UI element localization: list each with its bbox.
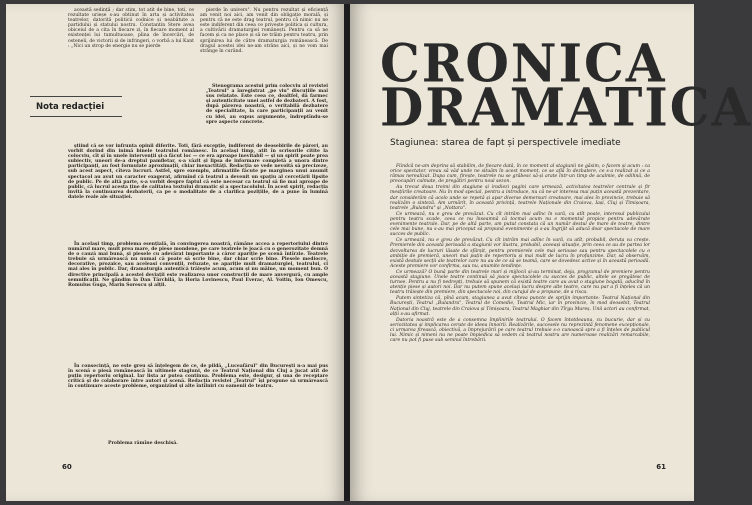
left-col2-mid: Stenograma acestui prim colocviu al revistei „Teatrul" a înregistrat „pe viu" discuțiile mai sus relatate. Este ceea ce, dealtfel, dă farmec și autenticitate unei astfel de dezbateri. A fost, după părerea noastră, o veritabilă dezbatere de specialitate, la care participanții au venit cu idei, au expus argumente, îndreptîndu-se spre aspecte concrete.	[206, 84, 328, 125]
caption-rule-top	[30, 96, 122, 97]
left-body-2: În același timp, problema esențială, în convingerea noastră, rămâne accea a repertoriului dintre numărul mare, mult prea mare, de piese mondene, pe care teatrele le joacă cu o generozitate demnă de o cauză mai bună, și piesele cu adevărat importante a căror apariție pe scenă întîrzie. Teatrele trebuie să urmărească nu numai că poate să scrie bine, dar chiar scrie bine. Piesele mediocre, decorative, prozaice, sau aceleasi convenții, refuzate, se apariție mult dramaturgiei, teatrului, ci mai ales în public. Dar, dramaturgia autentică trăiește acum, acum și nu mâine, un moment bun. O directive principală a acestei deviații este realizarea unor construcții de mare anvergură, cu ample semnificații. Ne gândim la Dan Tărchilă, la Horia Lovinescu, Paul Everac, Al. Voitin, Ion Omescu, Romulus Guga, Marin Sorescu și alții.	[68, 242, 328, 288]
closing-line: Problema rămîne deschisă.	[108, 441, 178, 446]
paragraph-5: Ce urmează? O bună parte din teatrele mari și mijlocii și-au terminat, deja, programul de premiere pentru această stagiune. Unele teatre continuă să joace spectacolele cu succes de public, altele se pregătesc de turnee. Pentru a nu fi nedrepți, trebuie să spunem că există teatre care au avut o stagiune bogată, aducînd în atenție piese și autori noi. Dar nu putem spune același lucru despre alte teatre, care nu par a fi înțeles că un teatru trăiește din premiere, din spectacole noi, din curajul de a propune, de a risca.	[390, 269, 650, 296]
left-col1-top: aceastâ sedință ; dar stim, tot atit de bine, toti, ce rezultate urieșe s-au obtinut în arta și activitatea teatrelor, datorită politicii codnice și neabătute a partidului și statului nostru. Constantin Stere avea obiceiul de a cita în fiecare zi, în fiecare moment al existenței lui tumultuoase, plina de încercări, de osteneli, de victorii și de infringeri, o vorbă a lui Kant : „Nici un strop de energie nu se pierde	[68, 8, 194, 49]
title-line-1: CRONICA	[380, 32, 667, 94]
left-col2-top: pierde în univers". Nu pentru rezultat și eficiență am venit noi aici, am venit din obligație morală, și pentru că ne este drag teatrul, pentru că nimic nu ne este indiferent din ceea ce privește politica și cultura, a cultivării dramaturgiei românești. Pentru ca să ne facem și ca ne place și să ne trăim pentru teatru, prin sprijinirea lui de către dramaturgia românească. De dragul acestei idei ne-am strâns aici, și ne vom mai strânge în curând.	[200, 8, 328, 54]
paragraph-6: Putem sintetiza că, pînă acum, stagiunea a avut cîteva puncte de sprijin importante: Teatrul Național din București, Teatrul „Bulandra", Teatrul de Comedie, Teatrul Mic, iar în provincie, în mod deosebit, Teatrul Național din Cluj, teatrele din Craiova și Timișoara, Teatrul Maghiar din Tîrgu Mureș. Unii actori au confirmat, alții s-au afirmat.	[390, 296, 650, 317]
left-page-number: 60	[62, 463, 72, 471]
article-subtitle: Stagiunea: starea de fapt și perspectivele imediate	[390, 138, 621, 148]
left-body-3: În consecință, ne este greu să înțelegem de ce, de pildă, „Luceafărul" din București n-a mai pus în scenă o piesă românească în ultimele stagiuni, de ce Teatrul Național din Cluj a jucat atît de puțin repertoriu original. Iar lista ar putea continua. Problema este, desigur, și una de receptare critică și de colaborare între autori și scenă. Redacția revistei „Teatrul" își propune să urmărească în continuare aceste probleme, organizînd și alte întîlniri cu oamenii de teatru.	[68, 364, 328, 390]
caption-rule-bottom	[30, 116, 122, 117]
book-spread	[6, 4, 752, 501]
right-article-body	[390, 164, 650, 454]
right-page-number: 61	[656, 463, 666, 471]
paragraph-4: Ce urmează, nu e greu de prevăzut. Cu cît intrăm mai adînc în vară, cu atît, probabil, deruta va crește. Premierele din această perioadă a stagiunii vor ilustra, probabil, aceeași situație, prin ceea ce au de partea lor dezvoltarea de lucruri lăsate de sfârșit, pentru premierele cele mai serioase sau pentru spectacolele cu o ambiție de premieră, uneori mai puțin de repertoriu și mai mult de lucru în profunzime. Dar, să observăm, există destule secții ale teatrelor care nu au de ce să se teamă, care se dovedesc active și în această perioadă. Aceste premiere vor confirma, sau nu, anumite tendințe.	[390, 238, 650, 269]
left-body-1: știind că se vor infrunta opinii diferite. Toti, fără excepție, indiferent de deosebirile de păreri, au vorbit dorind din inimă binele teatrului românesc. În același timp, atit în scrisorile citite la colocviu, cît și în unele intervenții și-a făcut loc — ce era aproape inevitabil — și un spirit poate prea subiectiv, uneori de-a dreptul pamfletar, s-a văzit și lipsa de informare completă a unora dintre participanți, au fost formulate aproximații, chiar inexactități. Redacția se vede nevoită să precizeze, sub acest aspect, cîteva lucruri. Astfel, spre exemplu, afirmatiile făcute pe marginea unui anumit spectacol au avut un caracter exagerat, afirmînd că teatrul a devenit un spațiu al cercetării lipsite de public. Pe de altă parte, s-a vorbit despre faptul că este necesar ca teatrul să fie mai aproape de public, că lucrul acesta ține de calitatea textului dramatic și a spectacolului. În acest spirit, redacția invită la continuarea dezbaterii, ca pe o modalitate de a clarifica pozițiile, de a pune în lumină datele reale ale situației.	[68, 144, 328, 200]
paragraph-1: Fiindcă ne-am deprins să stabilim, de fiecare dată, în ce moment al stagiunii ne găsim, o facem și acum : ca orice spectator, vreau să văd unde ne situăm în acest moment, ce se află în dezbatere, ce s-a realizat și ce a rămas nerealizat. Dupa cum, firește, teatrele nu se grăbesc să-și arate într-un timp de acalmie, de odihnă, de preocupări calmate, de pregătiri pentru noul sezon.	[390, 164, 650, 185]
paragraph-2: Au trecut doua treimi din stagiune și iradiezi pagini care urmează, activitatea teatrelor centrale și fir mesțiirile creatoare. Nu în mod special, pentru a introduce, nu că ne-ar interesa mai puțin această prezentare, dar considerăm că acolo unde se repetă și apar diverse demersuri creatoare, mai ales în provincie, trebuie să realizăm o sinteză. Am urmărit, în această privință, teatrele Naționale din Craiova, Iași, Cluj și Timișoara, teatrele „Bulandra" și „Nottara".	[390, 185, 650, 211]
right-page	[350, 4, 752, 501]
title-line-2: DRAMATICA	[380, 76, 752, 138]
left-page	[6, 4, 346, 501]
paragraph-7: Datoria noastră este de a consemna împlinirile teatrului. O facem întotdeauna, cu bucurie, dar și cu seriozitatea și implicarea cerute de ideea înnoirii. Realizările, succesele nu reprezintă fenomene excepționale, ci urmarea firească, obiectivă, a împrejurării pe care teatrul trebuie s-o cunoască spre a fi înțeles de publicul lui. Nimic și nimeni nu ne poate împiedica să vedem că teatrul nostru are numeroase realizări remarcabile, care nu pot fi puse sub semnul întrebării.	[390, 317, 650, 344]
paragraph-3: Ce urmează, nu e greu de prevăzut. Cu cît intrăm mai adînc în vară, cu atît poate, interesul publicului pentru teatru scade, ceea ce nu înseamnă că tocmai acum nu e momentul propice pentru adevărate evenimente teatrale. Dar, pe de altă parte, am putut constata că un număr destul de mare de teatre, dintre cele mai bune, nu s-au mai priceput să propună evenimente și s-au îngrijit să aducă doar spectacole de mare succes de public.	[390, 211, 650, 238]
editorial-note-heading: Nota redacției	[36, 102, 105, 112]
